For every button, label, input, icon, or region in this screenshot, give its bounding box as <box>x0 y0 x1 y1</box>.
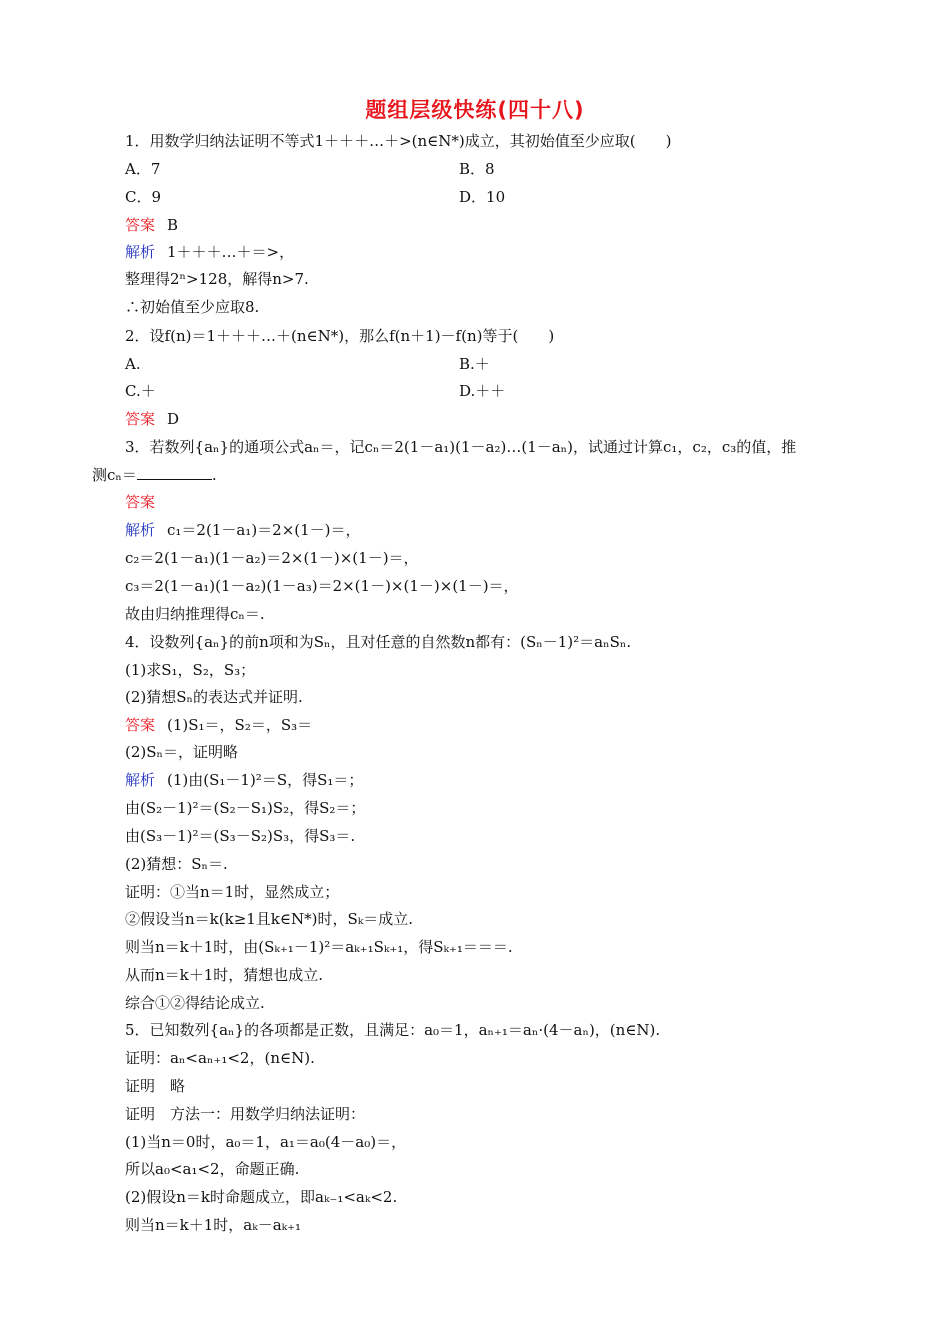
q3-analysis <box>125 519 361 541</box>
q2-option-c: C.＋ <box>125 382 156 400</box>
q4-part-1: (1)求S₁，S₂，S₃； <box>125 661 256 679</box>
answer-value: B <box>167 216 179 234</box>
q1-stem: 1．用数学归纳法证明不等式1＋＋＋…＋>(n∈N*)成立，其初始值至少应取( ) <box>125 132 672 150</box>
answer-label: 答案 <box>125 716 156 734</box>
proof-line: 证明 略 <box>125 1077 186 1095</box>
q4-answer-2: (2)Sₙ＝，证明略 <box>125 743 239 761</box>
analysis-line: 整理得2ⁿ>128，解得n>7. <box>125 270 309 288</box>
q4-analysis <box>125 769 363 791</box>
q2-answer <box>125 408 179 430</box>
answer-label: 答案 <box>125 410 156 428</box>
q5-stem: 5．已知数列{aₙ}的各项都是正数，且满足：a₀＝1，aₙ₊₁＝aₙ·(4－aₙ)，(n∈N). <box>125 1021 661 1039</box>
q2-option-a: A. <box>125 355 141 373</box>
q1-option-a: A．7 <box>125 160 161 178</box>
answer-value: (1)S₁＝，S₂＝，S₃＝ <box>167 716 313 734</box>
analysis-line: 综合①②得结论成立. <box>125 994 265 1012</box>
proof-line: (2)假设n＝k时命题成立，即aₖ₋₁<aₖ<2. <box>125 1188 398 1206</box>
analysis-label: 解析 <box>125 521 156 539</box>
analysis-line: 则当n＝k＋1时，由(Sₖ₊₁－1)²＝aₖ₊₁Sₖ₊₁，得Sₖ₊₁＝＝＝. <box>125 938 513 956</box>
q3-stem-text: 测cₙ＝ <box>92 466 137 484</box>
analysis-line: ②假设当n＝k(k≥1且k∈N*)时，Sₖ＝成立. <box>125 910 413 928</box>
analysis-line: c₃＝2(1－a₁)(1－a₂)(1－a₃)＝2×(1－)×(1－)×(1－)＝， <box>125 577 519 595</box>
proof-line: 证明 方法一：用数学归纳法证明： <box>125 1105 366 1123</box>
analysis-line: 由(S₃－1)²＝(S₃－S₂)S₃，得S₃＝. <box>125 827 356 845</box>
analysis-label: 解析 <box>125 243 156 261</box>
answer-value: D <box>167 410 180 428</box>
q2-option-d: D.＋＋ <box>459 382 506 400</box>
q4-part-2: (2)猜想Sₙ的表达式并证明. <box>125 688 303 706</box>
answer-label: 答案 <box>125 216 156 234</box>
q3-stem-continued <box>92 464 217 486</box>
q1-analysis <box>125 241 294 263</box>
proof-line: 所以a₀<a₁<2，命题正确. <box>125 1160 300 1178</box>
q4-answer <box>125 714 312 736</box>
q2-stem: 2．设f(n)＝1＋＋＋…＋(n∈N*)，那么f(n＋1)－f(n)等于( ) <box>125 327 555 345</box>
analysis-label: 解析 <box>125 771 156 789</box>
analysis-line: 故由归纳推理得cₙ＝. <box>125 605 265 623</box>
proof-line: 则当n＝k＋1时，aₖ－aₖ₊₁ <box>125 1216 302 1234</box>
page-title: 题组层级快练(四十八) <box>365 98 585 122</box>
q3-stem-end: . <box>211 466 217 484</box>
proof-line: 证明：aₙ<aₙ₊₁<2，(n∈N). <box>125 1049 315 1067</box>
analysis-text: c₁＝2(1－a₁)＝2×(1－)＝， <box>167 521 361 539</box>
q3-answer <box>125 491 155 513</box>
analysis-line: 证明：①当n＝1时，显然成立； <box>125 883 340 901</box>
answer-label: 答案 <box>125 493 156 511</box>
analysis-text: 1＋＋＋…＋＝>， <box>167 243 295 261</box>
analysis-text: (1)由(S₁－1)²＝S，得S₁＝； <box>167 771 364 789</box>
q4-stem: 4．设数列{aₙ}的前n项和为Sₙ，且对任意的自然数n都有：(Sₙ－1)²＝aₙSₙ. <box>125 633 632 651</box>
fill-in-blank <box>137 465 212 480</box>
proof-line: (1)当n＝0时，a₀＝1，a₁＝a₀(4－a₀)＝， <box>125 1133 407 1151</box>
analysis-line: 由(S₂－1)²＝(S₂－S₁)S₂，得S₂＝； <box>125 799 366 817</box>
q3-stem: 3．若数列{aₙ}的通项公式aₙ＝，记cₙ＝2(1－a₁)(1－a₂)…(1－aₙ)，试通过计算c₁，c₂，c₃的值，推 <box>125 438 797 456</box>
analysis-line: 从而n＝k＋1时，猜想也成立. <box>125 966 324 984</box>
q1-answer <box>125 214 178 236</box>
q1-option-b: B．8 <box>459 160 495 178</box>
analysis-line: ∴初始值至少应取8. <box>125 298 260 316</box>
q1-option-d: D．10 <box>459 188 506 206</box>
q2-option-b: B.＋ <box>459 355 490 373</box>
analysis-line: (2)猜想：Sₙ＝. <box>125 855 228 873</box>
q1-option-c: C．9 <box>125 188 162 206</box>
analysis-line: c₂＝2(1－a₁)(1－a₂)＝2×(1－)×(1－)＝， <box>125 549 419 567</box>
